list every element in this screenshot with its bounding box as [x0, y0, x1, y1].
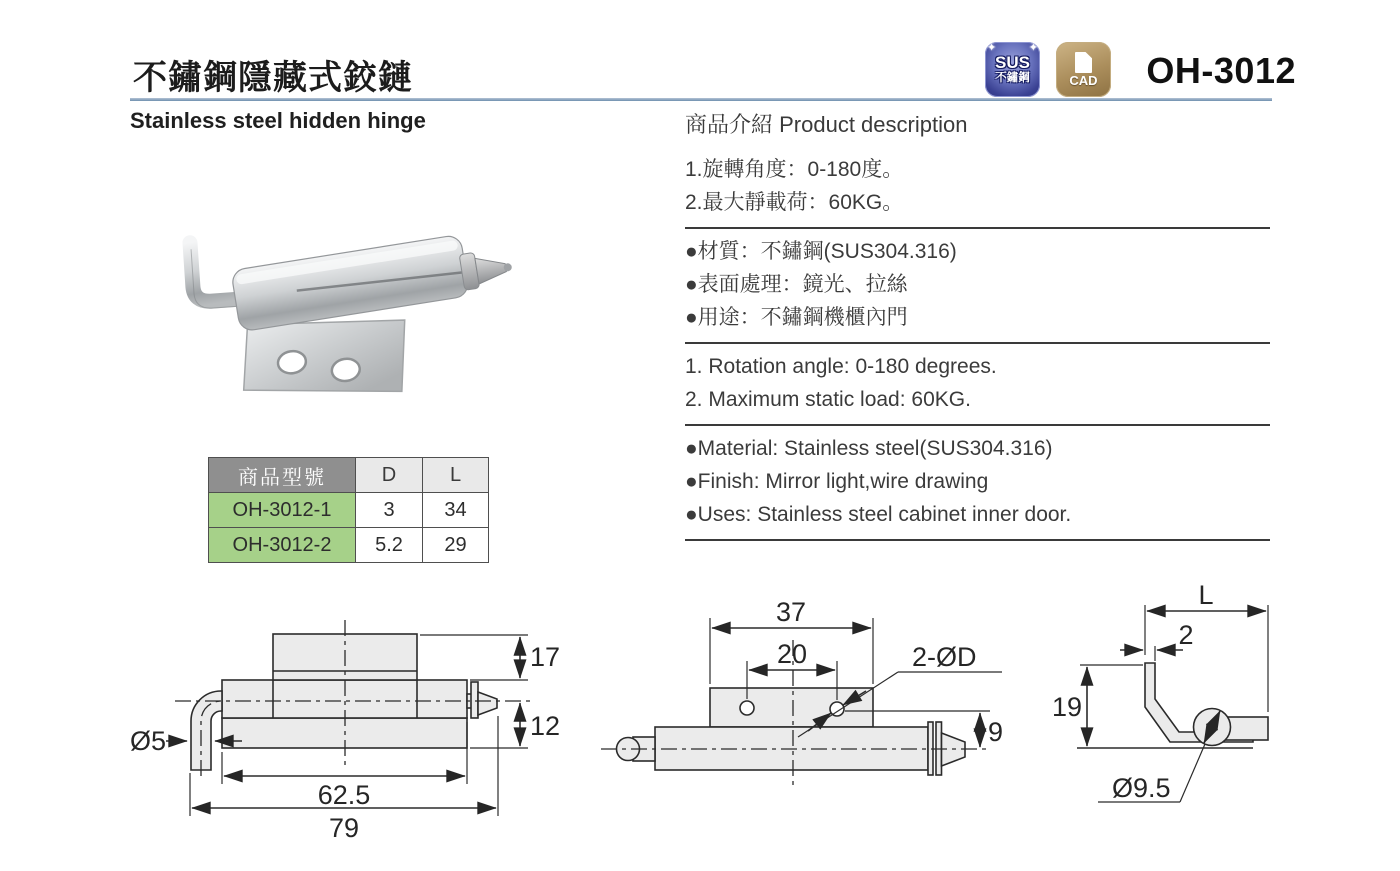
dim-label-L: L: [1198, 580, 1214, 610]
dim-label-2: 2: [1178, 620, 1194, 650]
page-title: 不鏽鋼隱藏式鉸鏈: [133, 59, 413, 97]
bullet-line: ●Uses: Stainless steel cabinet inner door.: [685, 503, 1072, 526]
leader-line: [1180, 744, 1205, 802]
page-subtitle: Stainless steel hidden hinge: [130, 108, 426, 133]
dim-label-12: 12: [530, 711, 561, 741]
dim-label-62-5: 62.5: [317, 780, 371, 810]
model-cell: OH-3012-1: [209, 493, 356, 528]
dim-label-2-od: 2-ØD: [912, 642, 977, 672]
sparkle-icon: ✦: [987, 42, 997, 54]
extension-lines: [1080, 605, 1268, 712]
top-view-drawing: [601, 597, 1003, 790]
bullet-line: ●Material: Stainless steel(SUS304.316): [685, 437, 1053, 460]
l-value-cell: 29: [423, 528, 489, 563]
d-value-cell: 3: [356, 493, 423, 528]
sparkle-icon: ✦: [1028, 42, 1038, 54]
dim-label-dia95: Ø9.5: [1112, 773, 1171, 803]
bullet-line: ●表面處理：鏡光、拉絲: [685, 273, 908, 296]
dim-label-17: 17: [530, 642, 561, 672]
bullet-line: ●材質：不鏽鋼(SUS304.316): [685, 240, 957, 263]
end-view-drawing: [1052, 580, 1268, 803]
dim-label-19: 19: [1051, 692, 1082, 722]
spring-tip: [478, 692, 497, 715]
dim-label-dia5: Ø5: [130, 726, 167, 756]
cad-badge-label: CAD: [1069, 73, 1098, 88]
spec-line: 2. Maximum static load: 60KG.: [685, 388, 971, 411]
column-header-model: 商品型號: [209, 458, 356, 493]
bullet-line: ●用途：不鏽鋼機櫃內門: [685, 306, 908, 329]
spec-line: 2.最大靜載荷：60KG。: [685, 191, 904, 214]
spec-line: 1.旋轉角度：0-180度。: [685, 158, 904, 181]
d-value-cell: 5.2: [356, 528, 423, 563]
dim-label-37: 37: [775, 597, 807, 627]
sus-badge-text: SUS: [995, 53, 1030, 73]
side-view-drawing: [130, 620, 560, 843]
description-heading: 商品介紹 Product description: [685, 112, 968, 137]
bent-pin: [191, 691, 222, 770]
dim-label-20: 20: [776, 639, 808, 669]
dim-label-79: 79: [328, 813, 360, 843]
spec-line: 1. Rotation angle: 0-180 degrees.: [685, 355, 997, 378]
sus-badge-subtext: 不鏽鋼: [995, 72, 1030, 85]
product-code: OH-3012: [1146, 50, 1296, 91]
dim-label-9: 9: [988, 717, 1004, 747]
column-header-d: D: [356, 458, 423, 493]
l-value-cell: 34: [423, 493, 489, 528]
model-cell: OH-3012-2: [209, 528, 356, 563]
bullet-line: ●Finish: Mirror light,wire drawing: [685, 470, 989, 493]
column-header-l: L: [423, 458, 489, 493]
hole: [740, 701, 754, 715]
